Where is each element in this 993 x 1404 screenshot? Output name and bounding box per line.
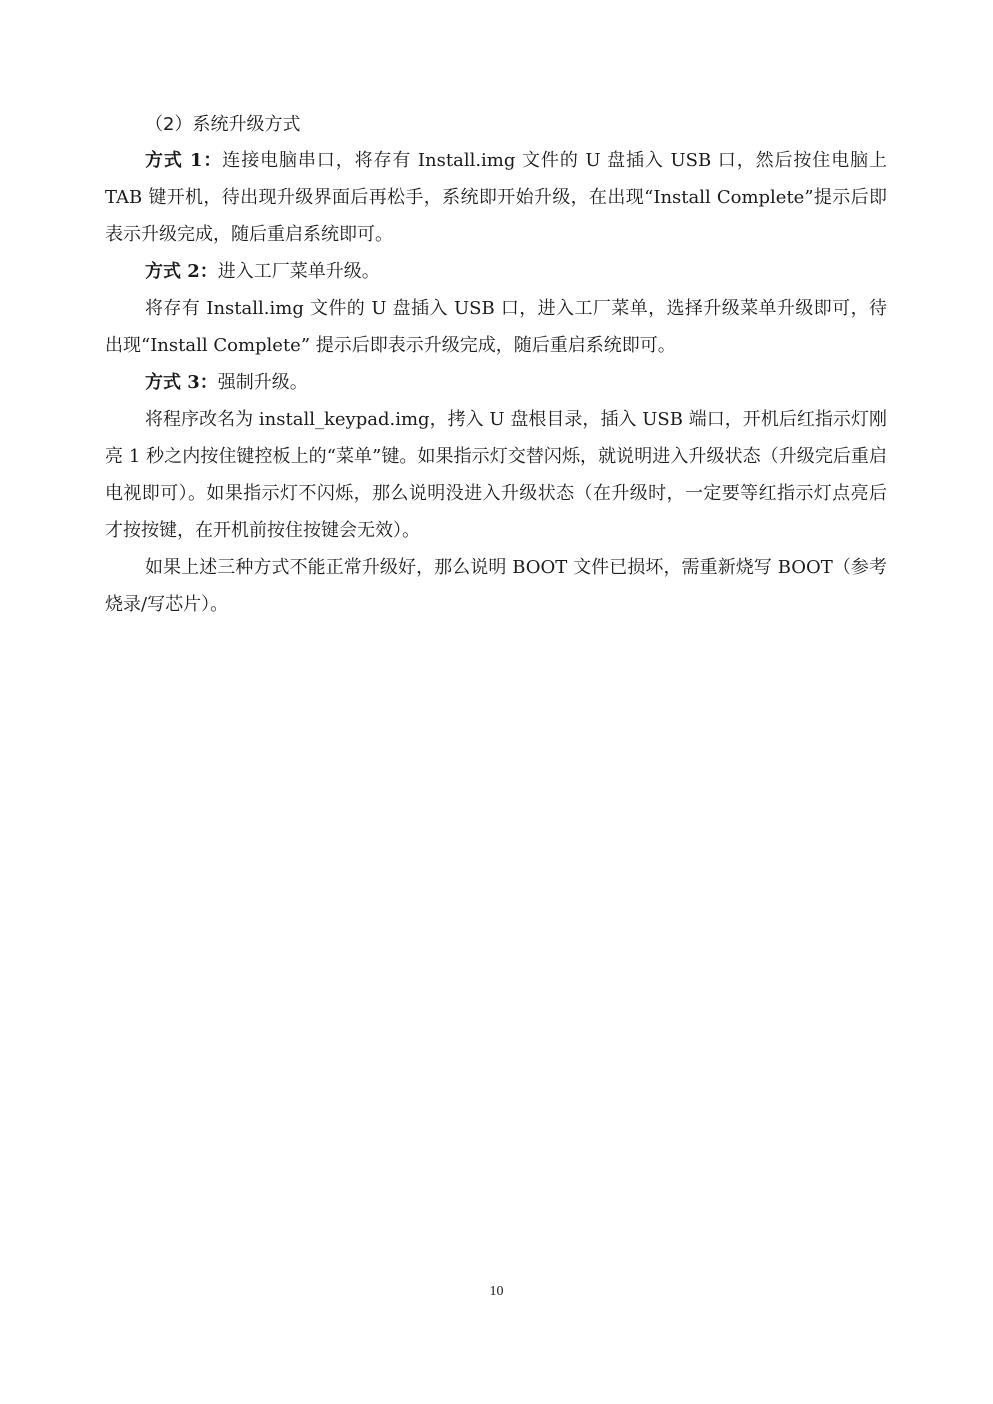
method-3-text: 强制升级。 [217,372,308,393]
paragraph-method-3-detail [105,401,887,549]
method-3-label: 方式 3： [145,372,218,393]
paragraph-fallback [105,549,887,623]
method-2-label: 方式 2： [145,261,218,282]
document-body [105,108,887,623]
method-3-detail-text: 将程序改名为 install_keypad.img，拷入 U 盘根目录，插入 USB 端口，开机后红指示灯刚亮 1 秒之内按住键控板上的“菜单”键。如果指示灯交替闪烁，就说明进入升级状态（升级完后重启电视即可）。如果指示灯不闪烁，那么说明没进入升级状态（在升级时，一定要等红指示灯点亮后才按按键，在开机前按住按键会无效）。 [105,409,887,541]
method-1-label: 方式 1： [145,150,223,171]
paragraph-method-2 [105,253,887,290]
section-heading: （2）系统升级方式 [145,114,301,135]
page-number: 10 [489,1284,504,1299]
paragraph-method-1 [105,142,887,253]
method-1-text: 连接电脑串口，将存有 Install.img 文件的 U 盘插入 USB 口，然后按住电脑上 TAB 键开机，待出现升级界面后再松手，系统即开始升级，在出现“Install Complete”提示后即表示升级完成，随后重启系统即可。 [105,150,887,245]
fallback-text: 如果上述三种方式不能正常升级好，那么说明 BOOT 文件已损坏，需重新烧写 BOOT（参考烧录/写芯片）。 [105,557,887,615]
method-2-detail-text: 将存有 Install.img 文件的 U 盘插入 USB 口，进入工厂菜单，选择升级菜单升级即可，待出现“Install Complete” 提示后即表示升级完成，随后重启系统即可。 [105,298,887,356]
paragraph-method-3 [105,364,887,401]
method-2-text: 进入工厂菜单升级。 [217,261,380,282]
paragraph-method-2-detail [105,290,887,364]
